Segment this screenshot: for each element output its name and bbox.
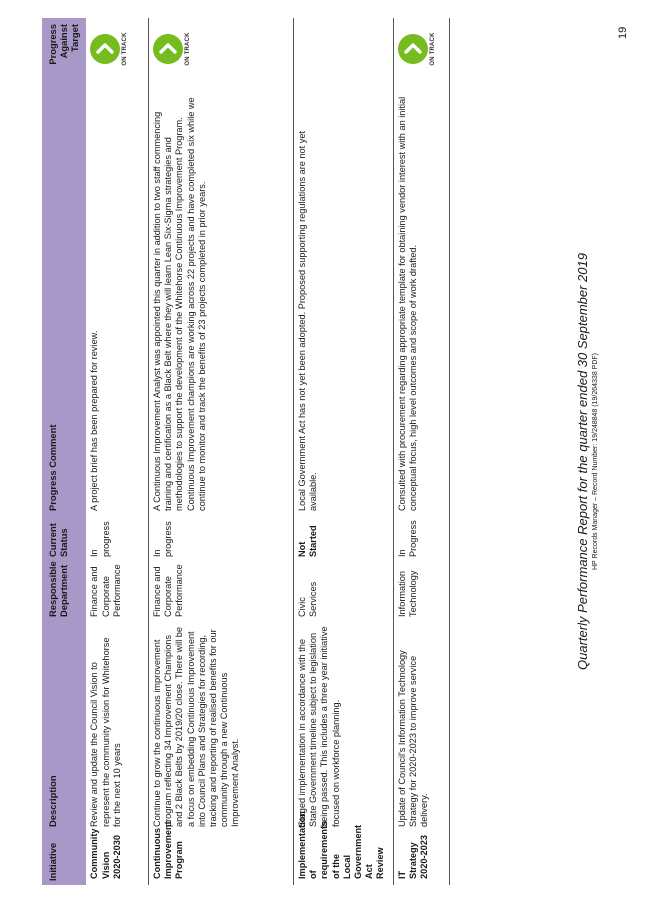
report-title: Quarterly Performance Report for the quarter ended 30 September 2019 [575,253,590,670]
progress-cell [86,18,148,92]
table-row [86,18,148,885]
initiative-cell: Community Vision 2020-2030 [86,831,148,885]
responsible-cell: Information Technology [393,561,449,621]
comment-line: Consulted with procurement regarding appropriate template for obtaining vendor interest with an initial conceptual focus, high level outcomes and scope of work drafted. [396,96,418,511]
on-track-badge [89,24,129,74]
check-chevron-icon [152,33,184,65]
initiative-cell: IT Strategy 2020-2023 [393,831,449,885]
table-row [293,18,393,885]
comment-line: Local Government Act has not yet been adopted. Proposed supporting regulations are not yet available. [296,131,319,511]
initiatives-table [42,18,450,885]
status-cell: In Progress [393,515,449,561]
table-header-row [42,18,86,885]
comment-cell [393,92,449,515]
check-chevron-icon [397,33,429,65]
comment-line: A project brief has been prepared for review. [89,330,100,511]
responsible-cell: Finance and Corporate Performance [86,561,148,621]
responsible-cell: Finance and Corporate Performance [148,561,293,621]
badge-label: ON TRACK [122,32,129,66]
badge-label: ON TRACK [184,32,191,66]
record-number: HP Records Manager – Record Number: 19/248848 (19/264338 PDF) [592,353,599,570]
responsible-cell: Civic Services [293,561,393,621]
initiative-cell: Implementation of requirements of the Local Government Act Review [293,831,393,885]
col-header-progress: Progress Against Target [42,18,86,92]
progress-cell [148,18,293,92]
description-cell: Continue to grow the continuous improvement program reflecting 34 Improvement Champions and 2 Black Belts by 2019/20 close. There will be a focus on embedding Continuous Improvement into Council Plans and Strategies for recording, tracking and reporting of realised benefits for our community through a new Continuous Improvement Analyst. [148,621,293,831]
badge-label: ON TRACK [429,32,436,66]
col-header-initiative: Initiative [42,831,86,885]
comment-cell [86,92,148,515]
status-cell: Not Started [293,515,393,561]
comment-cell [148,92,293,515]
col-header-comment: Progress Comment [42,92,86,515]
col-header-description: Description [42,621,86,831]
description-cell: Staged implementation in accordance with the State Government timeline subject to legislation being passed. This includes a three year initiative focused on workforce planning. [293,621,393,831]
col-header-responsible: Responsible Department [42,561,86,621]
comment-paragraph: A Continuous Improvement Analyst was appointed this quarter in addition to two staff commencing training and certification as a Black Belt where they will learn Lean Six-Sigma strategies and methodologies to support the development of the Whitehorse Continuous Improvement Program. [151,111,185,511]
initiative-cell: Continuous Improvement Program [148,831,293,885]
table-row [148,18,293,885]
status-cell: In progress [148,515,293,561]
check-chevron-icon [89,33,121,65]
col-header-status: Current Status [42,515,86,561]
progress-cell [293,18,393,92]
table-row [393,18,449,885]
status-cell: In progress [86,515,148,561]
on-track-badge [152,24,192,74]
progress-cell [393,18,449,92]
comment-cell [293,92,393,515]
description-cell: Update of Council's Information Technology Strategy for 2020-2023 to improve service delivery. [393,621,449,831]
description-cell: Review and update the Council Vision to represent the community vision for Whitehorse for the next 10 years [86,621,148,831]
comment-paragraph: Continuous Improvement champions are working across 22 projects and have completed six while we continue to monitor and track the benefits of 23 projects completed in prior years. [185,97,207,511]
page-number: 19 [617,26,629,39]
on-track-badge [397,24,437,74]
